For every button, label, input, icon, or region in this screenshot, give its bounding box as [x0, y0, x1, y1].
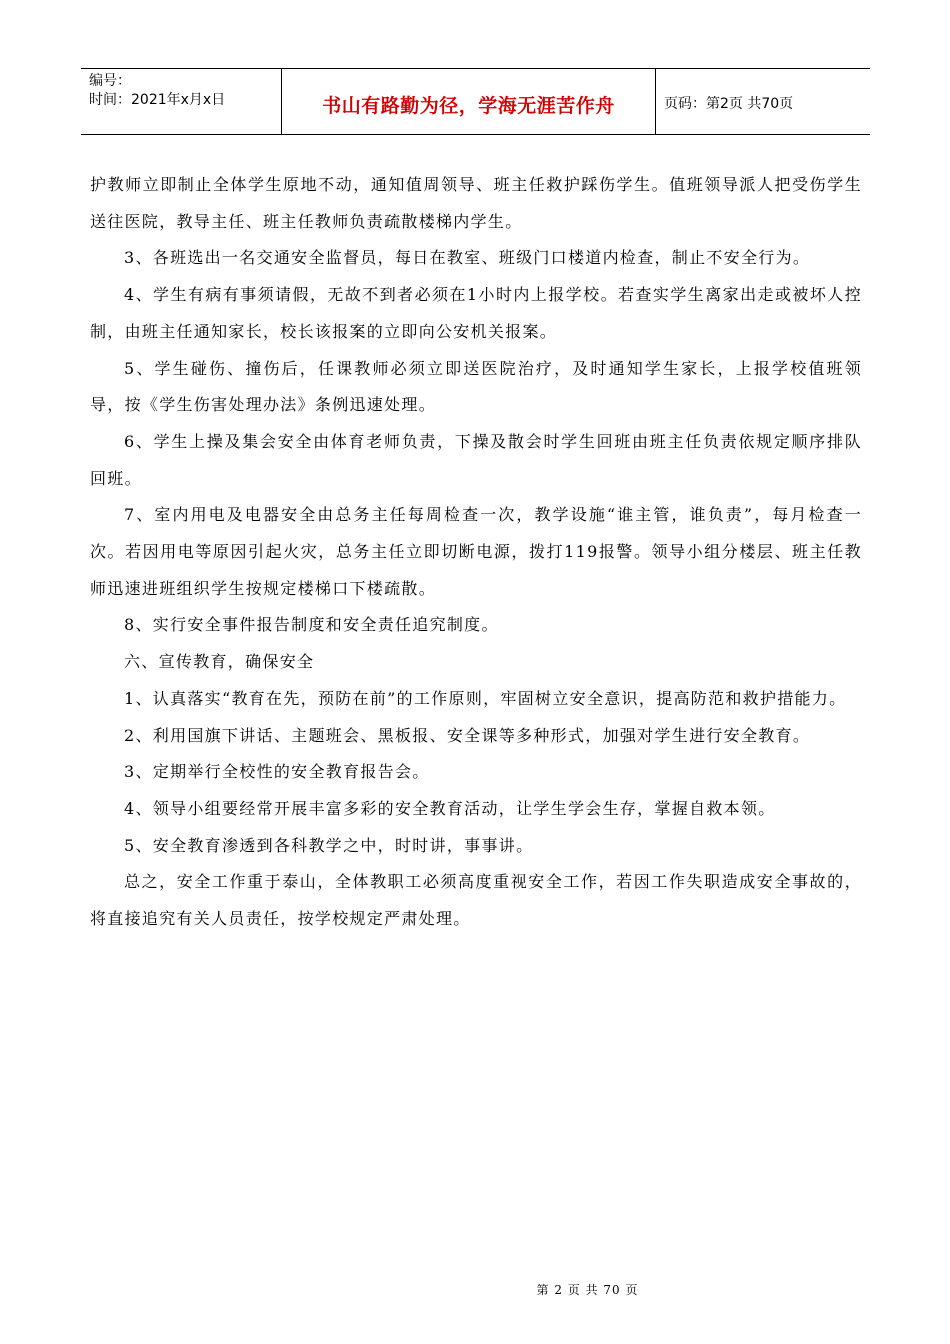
paragraph: 3、定期举行全校性的安全教育报告会。 [124, 762, 430, 782]
paragraph: 3、各班选出一名交通安全监督员，每日在教室、班级门口楼道内检查，制止不安全行为。 [124, 248, 811, 268]
section-heading: 六、宣传教育，确保安全 [124, 652, 315, 672]
header-meta [81, 69, 282, 134]
paragraph: 1、认真落实“教育在先，预防在前”的工作原则，牢固树立安全意识，提高防范和救护措能力。 [124, 688, 847, 708]
header-motto: 书山有路勤为径，学海无涯苦作舟 [282, 69, 656, 134]
paragraph: 5、学生碰伤、撞伤后，任课教师必须立即送医院治疗，及时通知学生家长，上报学校值班领导，按《学生伤害处理办法》条例迅速处理。 [90, 358, 862, 415]
document-number-label: 编号： [89, 73, 131, 89]
header-page-info: 页码：第2页 共70页 [664, 95, 794, 112]
paragraph: 8、实行安全事件报告制度和安全责任追究制度。 [124, 615, 499, 635]
document-body [90, 167, 862, 938]
document-time-label: 时间：2021年x月x日 [89, 92, 226, 108]
page-footer: 第 2 页 共 70 页 [536, 1283, 639, 1297]
paragraph: 6、学生上操及集会安全由体育老师负责，下操及散会时学生回班由班主任负责依规定顺序排队回班。 [90, 431, 862, 488]
paragraph: 4、学生有病有事须请假，无故不到者必须在1小时内上报学校。若查实学生离家出走或被坏人控制，由班主任通知家长，校长该报案的立即向公安机关报案。 [90, 285, 862, 341]
paragraph: 护教师立即制止全体学生原地不动，通知值周领导、班主任救护踩伤学生。值班领导派人把受伤学生送往医院，教导主任、班主任教师负责疏散楼梯内学生。 [90, 175, 862, 231]
paragraph: 5、安全教育渗透到各科教学之中，时时讲，事事讲。 [124, 835, 534, 855]
paragraph: 总之，安全工作重于泰山，全体教职工必须高度重视安全工作，若因工作失职造成安全事故的，将直接追究有关人员责任，按学校规定严肃处理。 [90, 872, 862, 929]
paragraph: 7、室内用电及电器安全由总务主任每周检查一次，教学设施“谁主管，谁负责”，每月检查一次。若因用电等原因引起火灾，总务主任立即切断电源，拨打119报警。领导小组分楼层、班主任教师迅速进班组织学生按规定楼梯口下楼疏散。 [90, 505, 862, 598]
page-header [81, 68, 870, 135]
paragraph: 4、领导小组要经常开展丰富多彩的安全教育活动，让学生学会生存，掌握自救本领。 [124, 798, 776, 818]
paragraph: 2、利用国旗下讲话、主题班会、黑板报、安全课等多种形式，加强对学生进行安全教育。 [124, 725, 811, 745]
